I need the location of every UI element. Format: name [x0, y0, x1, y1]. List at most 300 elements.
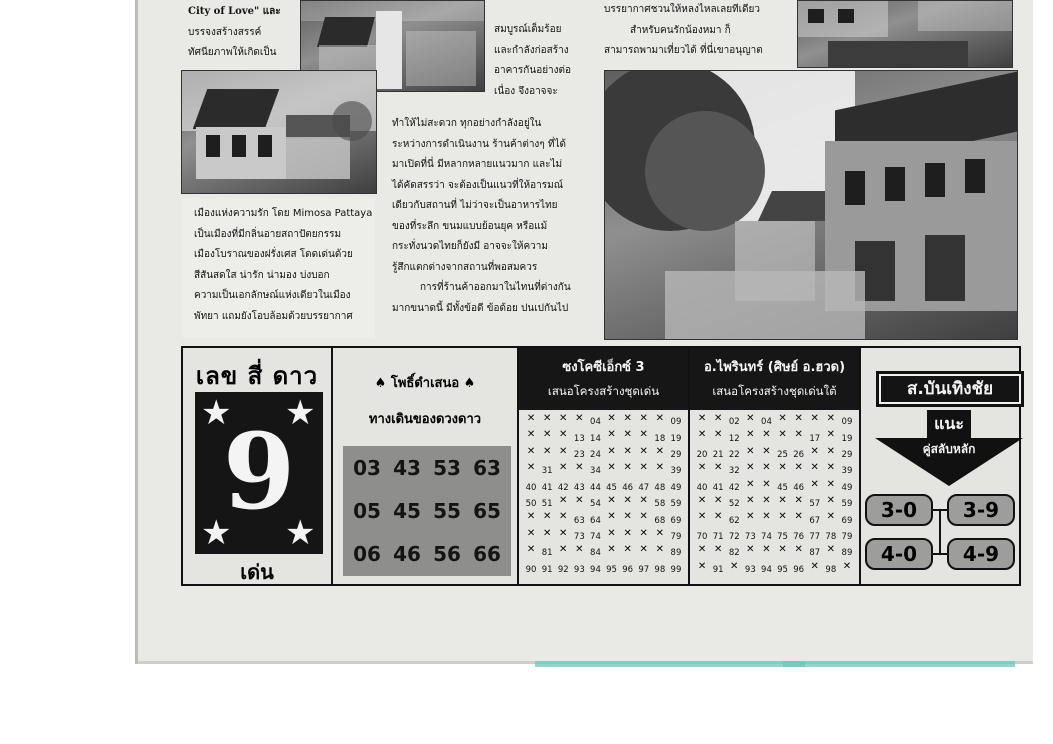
grid-cell-number: 99 — [670, 564, 682, 575]
grid-cell — [668, 562, 684, 578]
grid-cell — [587, 430, 603, 446]
grid-cell — [652, 430, 668, 446]
grid-cell-number: 12 — [728, 433, 740, 444]
grid-cell-number: 51 — [541, 499, 553, 510]
grid-cell-crossed — [710, 496, 726, 512]
grid-cell-number: 44 — [590, 482, 601, 493]
grid-cell-crossed — [694, 545, 710, 561]
text-line: สมบูรณ์เต็มร้อย — [494, 24, 562, 35]
grid-cell-crossed — [823, 512, 839, 528]
number-value: 05 — [353, 498, 381, 523]
grid-cell-number: 57 — [809, 499, 821, 510]
text-line: ของที่ระลึก ขนมแบบย้อนยุค หรือแม้ — [392, 220, 548, 232]
grid-1-subtitle: เสนอโครงสร้างชุดเด่น — [547, 384, 660, 398]
pro-numbers-panel — [333, 348, 519, 584]
grid-cell — [839, 414, 855, 430]
grid-cell-number: 79 — [670, 531, 682, 542]
star-number-box — [195, 392, 323, 554]
grid-cell — [523, 480, 539, 496]
grid-cell-number: 72 — [728, 531, 740, 542]
grid-cell-crossed — [523, 414, 539, 430]
grid-cell — [571, 447, 587, 463]
grid-cell — [636, 480, 652, 496]
grid-cell-number: 67 — [809, 515, 821, 526]
grid-cell-crossed — [523, 463, 539, 479]
grid-cell-crossed — [758, 430, 774, 446]
grid-cell — [791, 447, 807, 463]
grid-cell — [587, 414, 603, 430]
grid-cell-crossed — [636, 529, 652, 545]
grid-cell — [604, 562, 620, 578]
grid-cell-crossed — [775, 496, 791, 512]
grid-cell-number: 95 — [606, 564, 617, 575]
photo-caption-box — [182, 198, 375, 338]
grid-cell-number: 32 — [728, 466, 740, 477]
text-line: ได้คัดสรรว่า จะต้องเป็นแนวที่ให้อารมณ์ — [392, 179, 564, 191]
number-value: 63 — [473, 455, 501, 480]
photo-street — [604, 70, 1018, 340]
grid-cell-number: 42 — [557, 482, 569, 493]
grid-cell — [775, 562, 791, 578]
text-line: มากขนาดนี้ มีทั้งข้อดี ข้อด้อย ปนเปกันไป — [392, 302, 569, 314]
grid-cell-number: 20 — [696, 449, 708, 460]
grid-cell-crossed — [807, 463, 823, 479]
grid-cell-number: 69 — [670, 515, 682, 526]
grid-cell-crossed — [758, 447, 774, 463]
text-line: มาเปิดที่นี่ มีหลากหลายแนวมาก และไม่ — [392, 159, 563, 170]
grid-cell-number: 13 — [573, 433, 585, 444]
grid-cell — [694, 480, 710, 496]
grid-cell — [823, 529, 839, 545]
grid-cell — [758, 529, 774, 545]
grid-cell-crossed — [694, 430, 710, 446]
grid-cell — [571, 430, 587, 446]
grid-cell-crossed — [604, 447, 620, 463]
number-row — [343, 532, 511, 575]
grid-cell-crossed — [775, 545, 791, 561]
grid-cell-number: 95 — [777, 564, 788, 575]
grid-cell-number: 09 — [670, 417, 682, 428]
text-line: อาคารกันอย่างต่อ — [494, 65, 572, 76]
star-icon: ★ — [285, 513, 316, 553]
grid-cell-number: 39 — [670, 466, 682, 477]
grid-cell — [587, 480, 603, 496]
grid-cell-number: 48 — [654, 482, 666, 493]
grid-cell-number: 97 — [638, 564, 650, 575]
grid-cell-number: 14 — [590, 433, 601, 444]
grid-cell-number: 43 — [573, 482, 585, 493]
grid-cell-number: 93 — [744, 564, 756, 575]
grid-cell-crossed — [636, 447, 652, 463]
grid-cell-number: 87 — [809, 548, 821, 559]
star-icon: ★ — [201, 393, 232, 433]
text-line: เป็นเมืองที่มีกลิ่นอายสถาปัตยกรรม — [194, 228, 342, 240]
grid-cell-crossed — [652, 545, 668, 561]
grid-cell-number: 96 — [793, 564, 805, 575]
number-value: 53 — [433, 455, 461, 480]
grid-cell-crossed — [620, 512, 636, 528]
grid-cell-crossed — [775, 414, 791, 430]
grid-cell — [758, 414, 774, 430]
grid-cell — [726, 463, 742, 479]
grid-cell-crossed — [620, 529, 636, 545]
grid-cell-number: 79 — [841, 531, 853, 542]
grid-cell — [571, 562, 587, 578]
grid-cell-number: 63 — [573, 515, 585, 526]
grid-cell-number: 89 — [670, 548, 682, 559]
grid-cell-crossed — [555, 545, 571, 561]
grid-cell-number: 31 — [541, 466, 553, 477]
grid-cell-crossed — [539, 447, 555, 463]
grid-cell-crossed — [539, 512, 555, 528]
grid-cell-crossed — [539, 529, 555, 545]
grid-cell-crossed — [555, 447, 571, 463]
grid-cell-crossed — [652, 529, 668, 545]
grid-cell-number: 90 — [525, 564, 537, 575]
grid-cell — [571, 529, 587, 545]
grid-cell-crossed — [758, 480, 774, 496]
grid-cell-number: 45 — [606, 482, 617, 493]
grid-cell-number: 93 — [573, 564, 585, 575]
text-line: สีสันสดใส น่ารัก น่ามอง บ่งบอก — [194, 269, 330, 281]
grid-cell — [758, 562, 774, 578]
grid-cell-number: 47 — [638, 482, 650, 493]
grid-cell-number: 98 — [825, 564, 837, 575]
grid-cell-crossed — [791, 496, 807, 512]
grid-cell-number: 21 — [712, 449, 724, 460]
grid-cell-number: 89 — [841, 548, 853, 559]
number-grid-1 — [523, 414, 684, 578]
grid-cell — [710, 480, 726, 496]
grid-cell-crossed — [604, 496, 620, 512]
grid-cell-crossed — [539, 430, 555, 446]
grid-cell-crossed — [807, 414, 823, 430]
text-line: ทัศนียภาพให้เกิดเป็น — [188, 47, 277, 58]
grid-cell — [587, 545, 603, 561]
grid-cell-number: 59 — [670, 499, 682, 510]
grid-cell-number: 59 — [841, 499, 853, 510]
number-value: 56 — [433, 541, 461, 566]
grid-cell-crossed — [742, 447, 758, 463]
pair-value: 3-0 — [865, 494, 933, 526]
grid-cell-number: 49 — [670, 482, 682, 493]
grid-cell — [839, 430, 855, 446]
grid-cell-number: 82 — [728, 548, 740, 559]
grid-cell — [839, 463, 855, 479]
grid-cell-number: 77 — [809, 531, 821, 542]
grid-cell — [775, 447, 791, 463]
pair-value: 4-0 — [865, 538, 933, 570]
text-line: ทำให้ไม่สะดวก ทุกอย่างกำลังอยู่ใน — [392, 118, 542, 129]
grid-cell — [668, 480, 684, 496]
grid-cell-number: 50 — [525, 499, 537, 510]
grid-cell — [710, 529, 726, 545]
grid-cell-crossed — [710, 430, 726, 446]
grid-cell-crossed — [807, 447, 823, 463]
grid-cell — [636, 562, 652, 578]
grid-cell — [791, 529, 807, 545]
grid-cell-number: 96 — [622, 564, 634, 575]
grid-cell — [539, 480, 555, 496]
grid-cell — [668, 496, 684, 512]
number-value: 46 — [393, 541, 421, 566]
grid-cell-number: 74 — [590, 531, 601, 542]
grid-cell-crossed — [636, 496, 652, 512]
grid-cell-crossed — [620, 545, 636, 561]
grid-cell-crossed — [775, 512, 791, 528]
grid-cell-crossed — [636, 545, 652, 561]
number-box — [343, 446, 511, 576]
grid-cell-crossed — [636, 430, 652, 446]
star-panel-footer: เด่น — [240, 560, 274, 584]
article-middle-column — [392, 114, 571, 319]
grid-cell — [523, 562, 539, 578]
number-value: 66 — [473, 541, 501, 566]
grid-cell-number: 69 — [841, 515, 853, 526]
grid-cell — [839, 480, 855, 496]
grid-cell — [742, 562, 758, 578]
grid-cell-number: 91 — [541, 564, 553, 575]
grid-cell-crossed — [807, 562, 823, 578]
grid-cell-number: 84 — [590, 548, 601, 559]
grid-cell-crossed — [571, 414, 587, 430]
grid-cell — [726, 447, 742, 463]
grid-cell-number: 46 — [622, 482, 634, 493]
grid-cell-crossed — [636, 414, 652, 430]
grid-cell-number: 94 — [761, 564, 772, 575]
grid-cell-crossed — [694, 496, 710, 512]
photo-canal — [797, 0, 1013, 68]
grid-cell-crossed — [652, 463, 668, 479]
article-column-3 — [604, 0, 763, 62]
grid-cell-number: 29 — [841, 449, 853, 460]
grid-cell — [587, 496, 603, 512]
number-grid-2 — [694, 414, 855, 578]
grid-cell-number: 29 — [670, 449, 682, 460]
grid-cell-number: 94 — [590, 564, 601, 575]
grid-panel-1 — [519, 348, 690, 584]
grid-cell — [539, 545, 555, 561]
text-line: บรรจงสร้างสรรค์ — [188, 26, 262, 38]
grid-cell-crossed — [710, 512, 726, 528]
grid-cell-crossed — [823, 414, 839, 430]
grid-cell — [652, 480, 668, 496]
grid-cell — [791, 480, 807, 496]
grid-2-subtitle: เสนอโครงสร้างชุดเด่นใต้ — [712, 384, 837, 398]
grid-cell — [587, 447, 603, 463]
grid-cell-number: 75 — [777, 531, 788, 542]
grid-cell — [710, 447, 726, 463]
grid-cell — [668, 512, 684, 528]
pair-value: 4-9 — [947, 538, 1015, 570]
grid-cell — [775, 529, 791, 545]
grid-cell-number: 22 — [728, 449, 740, 460]
grid-cell — [587, 463, 603, 479]
grid-cell — [587, 529, 603, 545]
number-value: 06 — [353, 541, 381, 566]
grid-cell-crossed — [742, 414, 758, 430]
text-line: สำหรับคนรักน้องหมา ก็ — [630, 24, 731, 36]
grid-cell — [694, 529, 710, 545]
grid-cell — [823, 562, 839, 578]
grid-cell-crossed — [523, 447, 539, 463]
grid-cell-crossed — [652, 447, 668, 463]
grid-cell-number: 25 — [777, 449, 788, 460]
grid-cell-crossed — [791, 414, 807, 430]
text-line: เมืองแห่งความรัก โดย Mimosa Pattaya — [194, 208, 373, 219]
grid-cell-number: 71 — [712, 531, 724, 542]
grid-cell — [726, 529, 742, 545]
grid-cell-crossed — [742, 480, 758, 496]
grid-cell-crossed — [555, 463, 571, 479]
article-column-2 — [494, 20, 571, 102]
grid-cell — [839, 512, 855, 528]
grid-cell-crossed — [775, 430, 791, 446]
photo-house — [181, 70, 377, 194]
grid-cell — [668, 447, 684, 463]
grid-cell — [807, 512, 823, 528]
scan-mark — [535, 661, 805, 667]
grid-cell — [807, 529, 823, 545]
grid-cell — [555, 562, 571, 578]
grid-cell-crossed — [604, 512, 620, 528]
grid-cell-crossed — [555, 529, 571, 545]
grid-cell-number: 04 — [590, 417, 601, 428]
pair-panel — [861, 348, 1017, 584]
star-panel-title: เลข สี่ ดาว — [195, 362, 319, 390]
arrow-subtitle: คู่สลับหลัก — [922, 442, 976, 456]
grid-cell-crossed — [652, 414, 668, 430]
text-line: การที่ร้านค้าออกมาในไทนที่ต่างกัน — [420, 282, 571, 293]
text-line: เดียวกับสถานที่ ไม่ว่าจะเป็นอาหารไทย — [392, 200, 558, 211]
number-value: 55 — [433, 498, 461, 523]
grid-cell-crossed — [775, 463, 791, 479]
grid-cell — [668, 414, 684, 430]
arrow-label: แนะ — [927, 410, 971, 438]
grid-cell-crossed — [742, 545, 758, 561]
grid-cell-number: 54 — [590, 499, 601, 510]
grid-cell-crossed — [571, 545, 587, 561]
grid-cell-number: 34 — [590, 466, 601, 477]
grid-cell-crossed — [742, 496, 758, 512]
grid-cell — [742, 529, 758, 545]
grid-cell — [839, 545, 855, 561]
pro-panel-title: ♠ โพธิ์ดำเสนอ ♠ — [374, 376, 476, 391]
grid-cell-crossed — [571, 496, 587, 512]
grid-cell — [839, 496, 855, 512]
grid-cell — [571, 480, 587, 496]
grid-cell-number: 26 — [793, 449, 805, 460]
grid-cell-crossed — [620, 414, 636, 430]
grid-cell-crossed — [555, 414, 571, 430]
grid-cell-number: 78 — [825, 531, 837, 542]
grid-cell-crossed — [636, 512, 652, 528]
text-line: เมืองโบราณของฝรั่งเศส โดดเด่นด้วย — [194, 249, 353, 260]
grid-cell-crossed — [791, 545, 807, 561]
grid-cell-crossed — [807, 480, 823, 496]
grid-cell — [726, 480, 742, 496]
grid-cell — [668, 545, 684, 561]
grid-cell-crossed — [823, 463, 839, 479]
grid-cell — [652, 496, 668, 512]
grid-cell-crossed — [555, 496, 571, 512]
number-value: 43 — [393, 455, 421, 480]
text-line: รู้สึกแตกต่างจากสถานที่พอสมควร — [392, 261, 538, 273]
pair-connector — [939, 509, 941, 555]
grid-cell-crossed — [710, 463, 726, 479]
grid-cell-crossed — [620, 463, 636, 479]
grid-cell-crossed — [620, 447, 636, 463]
grid-cell-number: 73 — [744, 531, 756, 542]
grid-cell — [807, 545, 823, 561]
grid-cell-crossed — [742, 463, 758, 479]
grid-cell-crossed — [791, 463, 807, 479]
text-line: ความเป็นเอกลักษณ์แห่งเดียวในเมือง — [194, 290, 351, 301]
grid-cell — [839, 447, 855, 463]
grid-cell-crossed — [523, 430, 539, 446]
grid-cell-crossed — [839, 562, 855, 578]
grid-cell-crossed — [823, 480, 839, 496]
text-line: ระหว่างการดำเนินงาน ร้านค้าต่างๆ ที่ได้ — [392, 138, 566, 150]
grid-cell — [668, 529, 684, 545]
grid-cell-number: 04 — [761, 417, 772, 428]
grid-cell-number: 41 — [712, 482, 724, 493]
star-icon: ★ — [201, 513, 232, 553]
grid-cell-crossed — [758, 512, 774, 528]
grid-cell-number: 24 — [590, 449, 601, 460]
text-line: City of Love" และ — [188, 6, 281, 17]
grid-cell-number: 74 — [761, 531, 772, 542]
grid-cell-crossed — [694, 463, 710, 479]
grid-cell — [726, 545, 742, 561]
scan-mark — [783, 661, 1015, 667]
grid-cell-number: 98 — [654, 564, 666, 575]
grid-2-header — [690, 348, 859, 410]
star-number-panel — [183, 348, 333, 584]
grid-cell-crossed — [791, 430, 807, 446]
grid-cell-number: 49 — [841, 482, 853, 493]
grid-cell — [726, 430, 742, 446]
grid-cell-number: 23 — [573, 449, 585, 460]
pair-panel-title: ส.บันเทิงชัย — [879, 374, 1021, 404]
number-value: 65 — [473, 498, 501, 523]
grid-cell-crossed — [791, 512, 807, 528]
caption-text — [194, 204, 372, 327]
grid-cell-number: 81 — [541, 548, 553, 559]
grid-cell — [587, 562, 603, 578]
number-row — [343, 489, 511, 532]
grid-cell — [620, 480, 636, 496]
grid-cell — [726, 414, 742, 430]
grid-panel-2 — [690, 348, 861, 584]
grid-cell-crossed — [694, 512, 710, 528]
text-line: บรรยากาศชวนให้หลงไหลเลยทีเดียว — [604, 4, 761, 15]
featured-number: 9 — [222, 410, 296, 533]
grid-cell-crossed — [823, 545, 839, 561]
text-line: พัทยา แถมยังโอบล้อมด้วยบรรยากาศ — [194, 310, 353, 322]
grid-cell-crossed — [758, 545, 774, 561]
grid-cell-number: 42 — [728, 482, 740, 493]
grid-cell — [839, 529, 855, 545]
grid-cell-crossed — [604, 430, 620, 446]
grid-cell-number: 41 — [541, 482, 553, 493]
grid-cell-number: 70 — [696, 531, 708, 542]
grid-cell — [539, 463, 555, 479]
grid-cell — [539, 496, 555, 512]
grid-cell-crossed — [604, 463, 620, 479]
grid-cell — [726, 496, 742, 512]
grid-cell-crossed — [742, 512, 758, 528]
